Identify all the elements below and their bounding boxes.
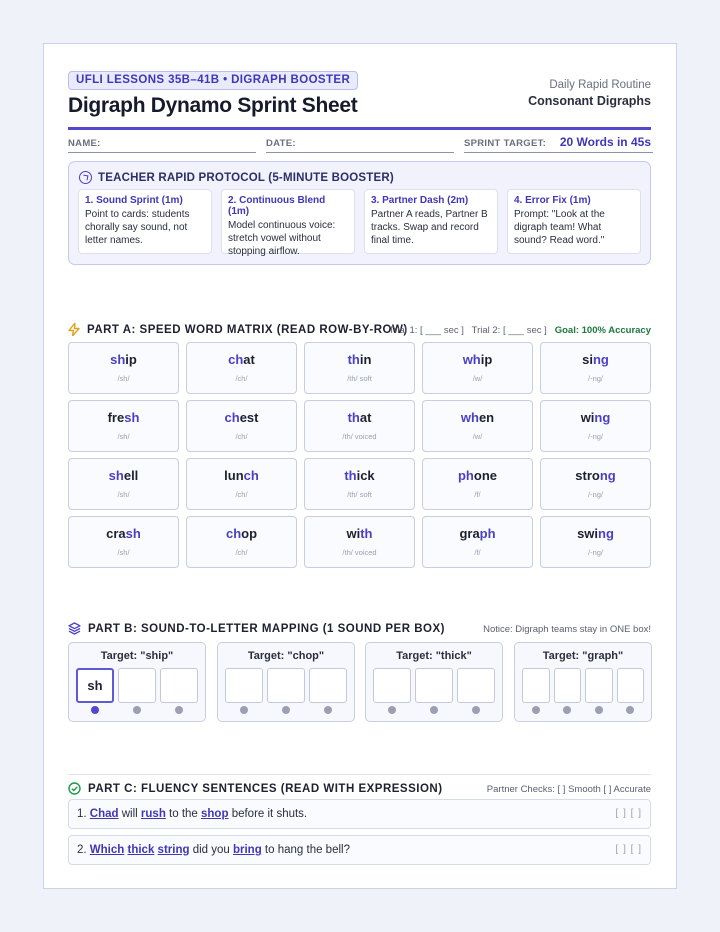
word-card [304, 516, 415, 568]
sound-box[interactable] [522, 668, 550, 703]
word-text: sing [582, 352, 609, 367]
sound-box[interactable] [160, 668, 198, 703]
name-label: NAME: [68, 138, 101, 149]
sound-hint: /th/ voiced [342, 548, 377, 557]
worksheet-page [43, 43, 677, 889]
mapping-card [217, 642, 355, 722]
sound-hint: /th/ soft [347, 490, 372, 499]
sound-dot [472, 706, 480, 714]
word-text: phone [457, 468, 497, 483]
word-text: thin [347, 352, 372, 367]
sound-hint: /ch/ [235, 490, 248, 499]
sound-box[interactable] [309, 668, 347, 703]
sound-dot [595, 706, 603, 714]
word-text: graph [459, 526, 496, 541]
sound-box[interactable] [457, 668, 495, 703]
sound-hint: /sh/ [117, 548, 130, 557]
protocol-step: 2. Continuous Blend (1m) Model continuous voice: stretch vowel without stopping airflow. [221, 189, 355, 254]
trial-times [389, 325, 651, 336]
sound-box[interactable] [415, 668, 453, 703]
word-card [186, 400, 297, 452]
sound-hint: /w/ [472, 374, 483, 383]
protocol-step: 1. Sound Sprint (1m) Point to cards: students chorally say sound, not letter names. [78, 189, 212, 254]
word-card [186, 516, 297, 568]
digraph-word: rush [140, 808, 166, 820]
compass-icon [79, 171, 92, 184]
sound-box[interactable] [617, 668, 645, 703]
sentence-checkboxes[interactable]: [ ] [ ] [615, 808, 642, 819]
accuracy-goal: Goal: 100% Accuracy [554, 325, 651, 336]
word-text: fresh [107, 410, 140, 425]
sound-hint: /ch/ [235, 548, 248, 557]
sprint-target-label: SPRINT TARGET: [464, 138, 547, 149]
sound-dot [388, 706, 396, 714]
mapping-target: Target: "chop" [247, 650, 325, 662]
word-card [422, 342, 533, 394]
word-card [540, 400, 651, 452]
sound-dot [626, 706, 634, 714]
sound-hint: /-ng/ [587, 374, 603, 383]
word-card [68, 342, 179, 394]
word-card [304, 400, 415, 452]
check-circle-icon [68, 782, 81, 795]
routine-label: Daily Rapid Routine [549, 79, 651, 91]
sound-hint: /sh/ [117, 490, 130, 499]
word-card [540, 458, 651, 510]
sound-hint: /ch/ [235, 374, 248, 383]
digraph-word: Which [89, 844, 125, 856]
word-text: ship [110, 352, 137, 367]
sound-hint: /sh/ [117, 432, 130, 441]
word-card [68, 516, 179, 568]
sound-dot [133, 706, 141, 714]
sound-box[interactable]: sh [76, 668, 114, 703]
word-text: thick [344, 468, 375, 483]
digraph-word: string [157, 844, 190, 856]
word-text: swing [577, 526, 614, 541]
fluency-sentence: 1. Chad will rush to the shop before it shuts. [ ] [ ] [68, 799, 651, 829]
sound-dot [240, 706, 248, 714]
digraph-word: Chad [89, 808, 119, 820]
section-divider [68, 774, 651, 775]
word-card [304, 342, 415, 394]
partner-checks: Partner Checks: [ ] Smooth [ ] Accurate [486, 784, 651, 795]
digraph-word: thick [127, 844, 155, 856]
lesson-tag: UFLI LESSONS 35B–41B • DIGRAPH BOOSTER [68, 71, 358, 90]
digraph-word: bring [232, 844, 262, 856]
lightning-icon [68, 323, 80, 336]
sound-hint: /th/ voiced [342, 432, 377, 441]
word-card [304, 458, 415, 510]
word-text: chest [224, 410, 259, 425]
word-card [186, 458, 297, 510]
word-text: when [460, 410, 495, 425]
word-text: shell [108, 468, 139, 483]
date-field[interactable] [266, 152, 454, 153]
protocol-step: 4. Error Fix (1m) Prompt: "Look at the digraph team! What sound? Read word." [507, 189, 641, 254]
sound-box[interactable] [267, 668, 305, 703]
page-title: Digraph Dynamo Sprint Sheet [68, 94, 358, 117]
mapping-target: Target: "ship" [100, 650, 174, 662]
layers-icon [68, 622, 81, 635]
part-c-heading: PART C: FLUENCY SENTENCES (READ WITH EXPRESSION) [68, 782, 443, 795]
word-text: crash [106, 526, 141, 541]
sound-dot [430, 706, 438, 714]
sound-dot [175, 706, 183, 714]
sound-box[interactable] [554, 668, 582, 703]
sound-dot [532, 706, 540, 714]
trial-2[interactable]: Trial 2: [ ___ sec ] [471, 325, 547, 336]
protocol-heading: TEACHER RAPID PROTOCOL (5-MINUTE BOOSTER) [79, 171, 394, 184]
name-field[interactable] [68, 152, 256, 153]
protocol-step: 3. Partner Dash (2m) Partner A reads, Partner B tracks. Swap and record final time. [364, 189, 498, 254]
sprint-target-line [464, 152, 653, 153]
word-card [422, 400, 533, 452]
sound-hint: /-ng/ [587, 490, 603, 499]
digraph-word: shop [201, 808, 229, 820]
sound-hint: /ch/ [235, 432, 248, 441]
sprint-target-value: 20 Words in 45s [559, 135, 651, 149]
sentence-checkboxes[interactable]: [ ] [ ] [615, 844, 642, 855]
sound-hint: /th/ soft [347, 374, 372, 383]
word-card [68, 458, 179, 510]
part-b-heading: PART B: SOUND-TO-LETTER MAPPING (1 SOUND PER BOX) [68, 622, 445, 635]
sound-dot [91, 706, 99, 714]
mapping-target: Target: "thick" [396, 650, 472, 662]
word-text: wing [580, 410, 611, 425]
part-a-heading: PART A: SPEED WORD MATRIX (READ ROW-BY-ROW) [68, 323, 408, 336]
mapping-card [68, 642, 206, 722]
sound-box[interactable] [225, 668, 263, 703]
sound-dot [563, 706, 571, 714]
sound-hint: /w/ [472, 432, 483, 441]
sound-box[interactable] [373, 668, 411, 703]
sound-box[interactable] [118, 668, 156, 703]
sound-dot [282, 706, 290, 714]
word-card [186, 342, 297, 394]
word-text: strong [575, 468, 616, 483]
date-label: DATE: [266, 138, 296, 149]
word-text: chat [228, 352, 255, 367]
trial-1[interactable]: Trial 1: [ ___ sec ] [388, 325, 464, 336]
sound-dot [324, 706, 332, 714]
word-text: lunch [224, 468, 259, 483]
mapping-card [365, 642, 503, 722]
page-subtitle: Consonant Digraphs [528, 94, 651, 108]
word-card [540, 342, 651, 394]
word-card [540, 516, 651, 568]
sound-hint: /-ng/ [587, 548, 603, 557]
word-text: whip [462, 352, 493, 367]
word-text: chop [225, 526, 258, 541]
part-b-note: Notice: Digraph teams stay in ONE box! [483, 624, 651, 635]
sound-hint: /f/ [474, 548, 481, 557]
sound-hint: /sh/ [117, 374, 130, 383]
mapping-card [514, 642, 652, 722]
word-text: that [347, 410, 372, 425]
word-card [68, 400, 179, 452]
mapping-target: Target: "graph" [542, 650, 624, 662]
fluency-sentence: 2. Which thick string did you bring to hang the bell? [ ] [ ] [68, 835, 651, 865]
teacher-protocol [68, 161, 651, 265]
word-text: with [346, 526, 373, 541]
sound-hint: /f/ [474, 490, 481, 499]
header-rule [68, 127, 651, 130]
word-card [422, 516, 533, 568]
sound-box[interactable] [585, 668, 613, 703]
sound-hint: /-ng/ [587, 432, 603, 441]
word-card [422, 458, 533, 510]
